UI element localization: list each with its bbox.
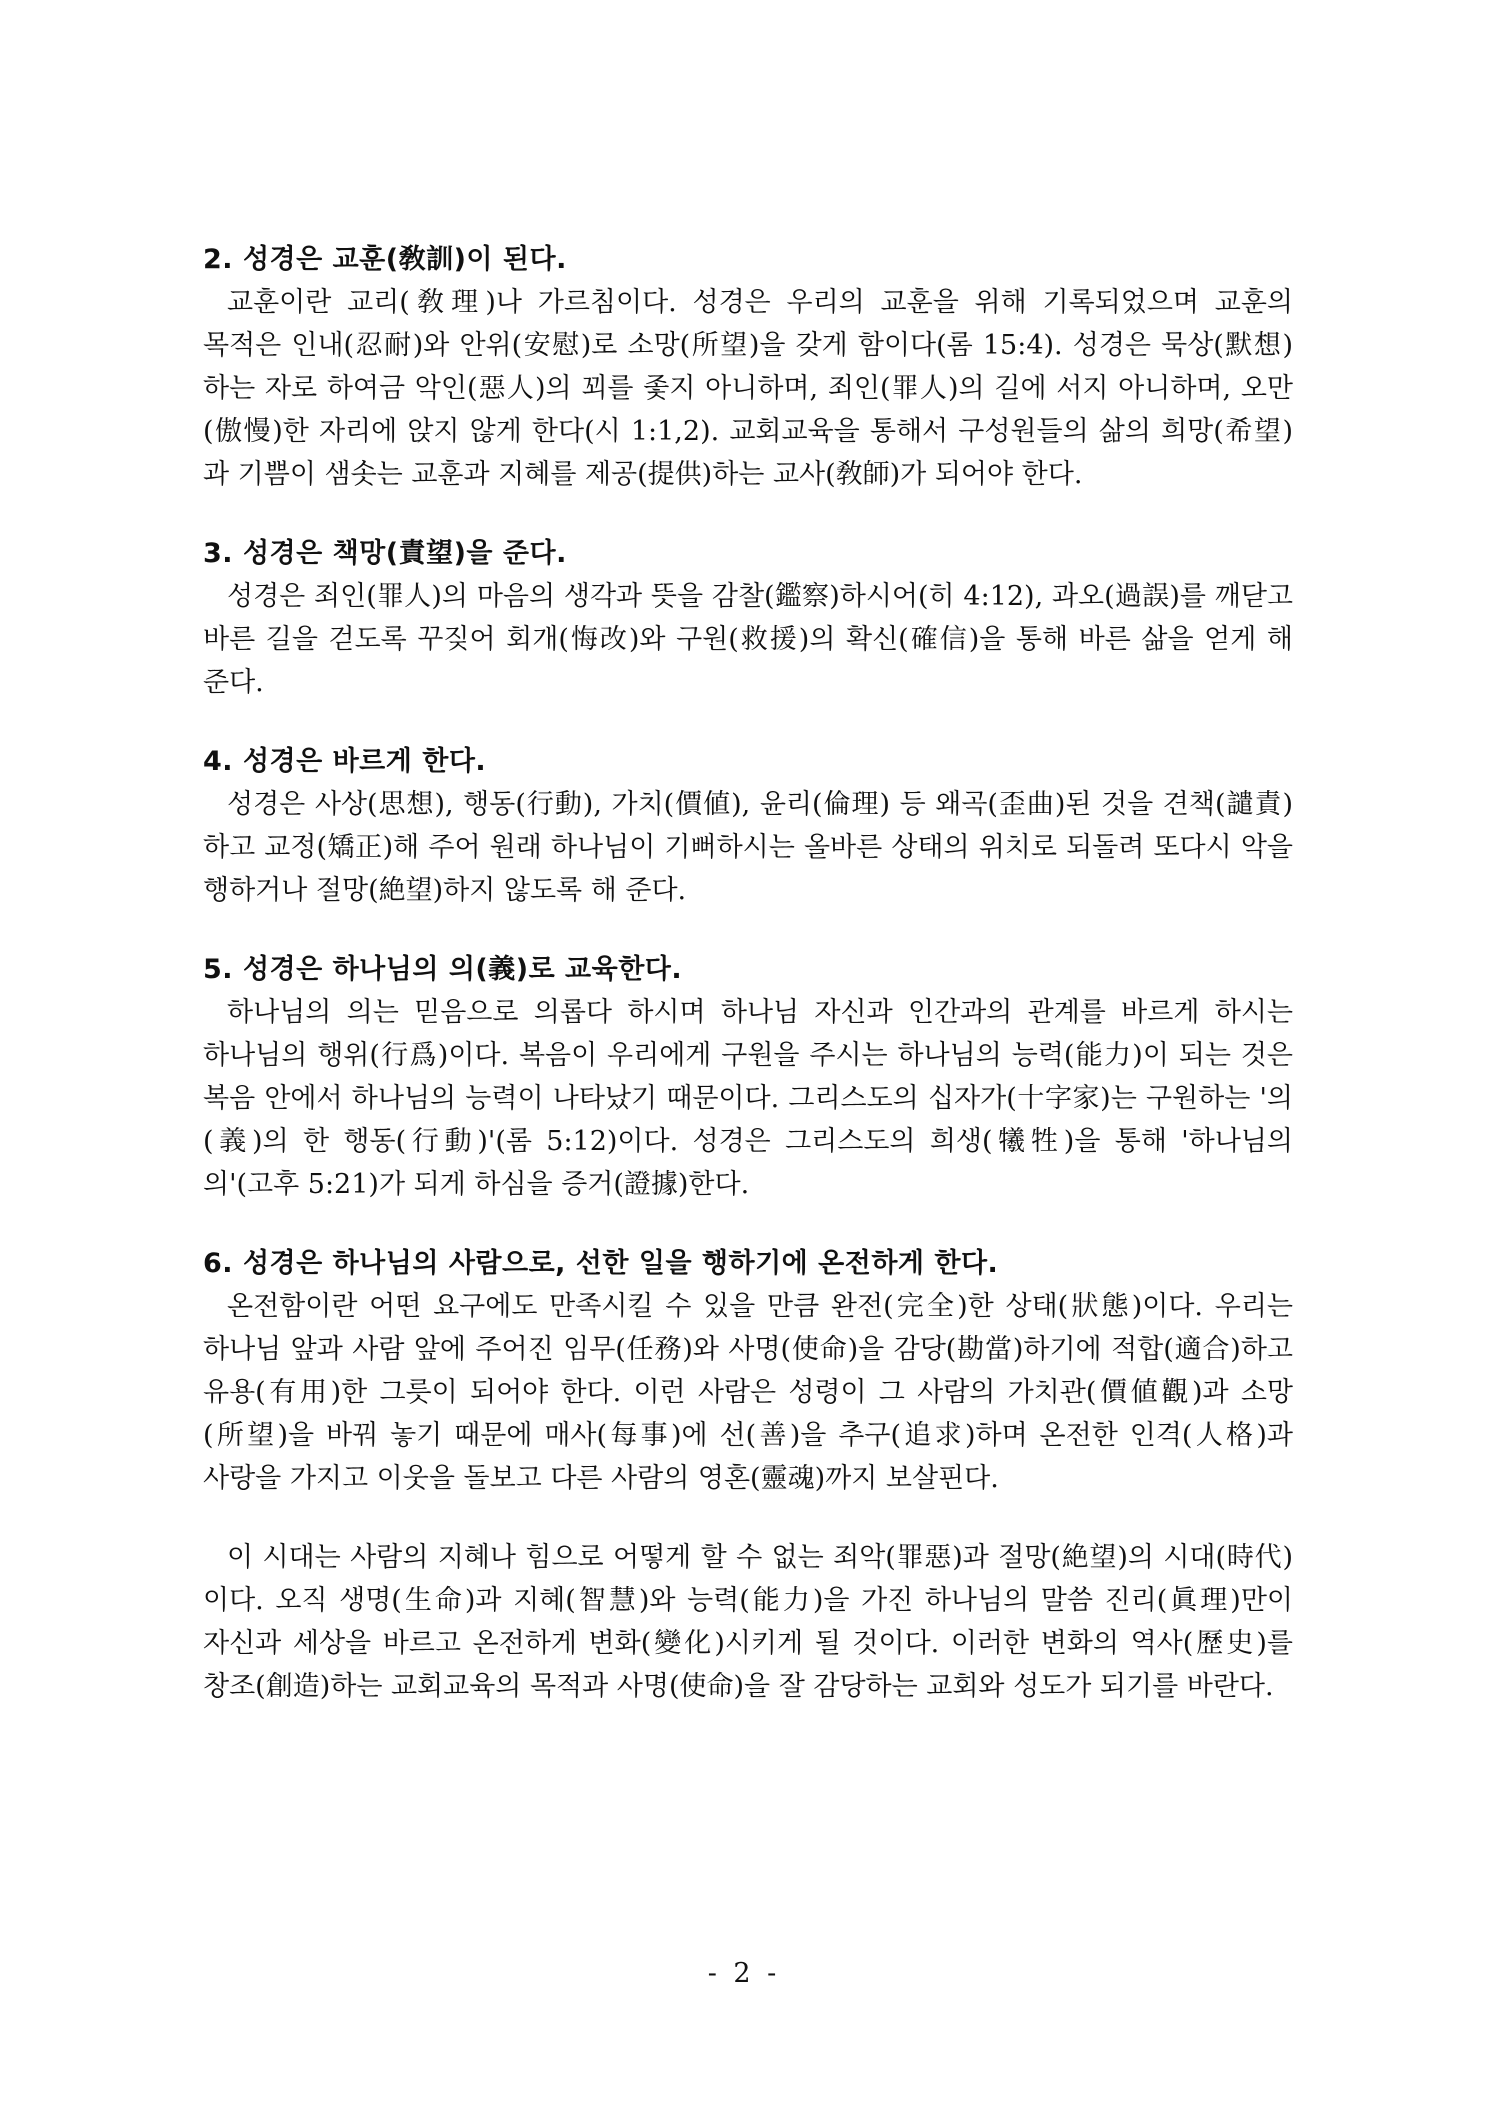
section-righteousness <box>203 948 1293 1206</box>
section-heading: 5. 성경은 하나님의 의(義)로 교육한다. <box>203 954 683 985</box>
section-paragraph: 성경은 죄인(罪人)의 마음의 생각과 뜻을 감찰(鑑察)하시어(히 4:12), 과오(過誤)를 깨닫고 바른 길을 걷도록 꾸짖어 회개(悔改)와 구원(救援)의 확신(確信)을 통해 바른 삶을 얻게 해 준다. <box>203 581 1293 698</box>
section-heading: 3. 성경은 책망(責望)을 준다. <box>203 538 567 569</box>
section-heading: 4. 성경은 바르게 한다. <box>203 746 487 777</box>
section-heading: 2. 성경은 교훈(敎訓)이 된다. <box>203 244 567 275</box>
section-paragraph: 하나님의 의는 믿음으로 의롭다 하시며 하나님 자신과 인간과의 관계를 바르게 하시는 하나님의 행위(行爲)이다. 복음이 우리에게 구원을 주시는 하나님의 능력(能力)이 되는 것은 복음 안에서 하나님의 능력이 나타났기 때문이다. 그리스도의 십자가(十字家)는 구원하는 '의(義)의 한 행동(行動)'(롬 5:12)이다. 성경은 그리스도의 희생(犧牲)을 통해 '하나님의 의'(고후 5:21)가 되게 하심을 증거(證據)한다. <box>203 997 1293 1200</box>
document-body <box>203 238 1293 1708</box>
section-complete-person <box>203 1242 1293 1500</box>
section-heading: 6. 성경은 하나님의 사람으로, 선한 일을 행하기에 온전하게 한다. <box>203 1248 999 1279</box>
section-reproof <box>203 532 1293 704</box>
section-teaching <box>203 238 1293 496</box>
section-paragraph: 성경은 사상(思想), 행동(行動), 가치(價値), 윤리(倫理) 등 왜곡(歪曲)된 것을 견책(譴責)하고 교정(矯正)해 주어 원래 하나님이 기뻐하시는 올바른 상태의 위치로 되돌려 또다시 악을 행하거나 절망(絶望)하지 않도록 해 준다. <box>203 789 1293 906</box>
section-paragraph: 교훈이란 교리(敎理)나 가르침이다. 성경은 우리의 교훈을 위해 기록되었으며 교훈의 목적은 인내(忍耐)와 안위(安慰)로 소망(所望)을 갖게 함이다(롬 15:4). 성경은 묵상(默想)하는 자로 하여금 악인(惡人)의 꾀를 좇지 아니하며, 죄인(罪人)의 길에 서지 아니하며, 오만(傲慢)한 자리에 앉지 않게 한다(시 1:1,2). 교회교육을 통해서 구성원들의 삶의 희망(希望)과 기쁨이 샘솟는 교훈과 지혜를 제공(提供)하는 교사(敎師)가 되어야 한다. <box>203 287 1293 490</box>
page-number: - 2 - <box>707 1958 781 1989</box>
closing-paragraph: 이 시대는 사람의 지혜나 힘으로 어떻게 할 수 없는 죄악(罪惡)과 절망(絶望)의 시대(時代)이다. 오직 생명(生命)과 지혜(智慧)와 능력(能力)을 가진 하나님의 말씀 진리(眞理)만이 자신과 세상을 바르고 온전하게 변화(變化)시키게 될 것이다. 이러한 변화의 역사(歷史)를 창조(創造)하는 교회교육의 목적과 사명(使命)을 잘 감당하는 교회와 성도가 되기를 바란다. <box>203 1542 1293 1702</box>
section-correction <box>203 740 1293 912</box>
section-paragraph: 온전함이란 어떤 요구에도 만족시킬 수 있을 만큼 완전(完全)한 상태(狀態)이다. 우리는 하나님 앞과 사람 앞에 주어진 임무(任務)와 사명(使命)을 감당(勘當)하기에 적합(適合)하고 유용(有用)한 그릇이 되어야 한다. 이런 사람은 성령이 그 사람의 가치관(價値觀)과 소망(所望)을 바꿔 놓기 때문에 매사(每事)에 선(善)을 추구(追求)하며 온전한 인격(人格)과 사랑을 가지고 이웃을 돌보고 다른 사람의 영혼(靈魂)까지 보살핀다. <box>203 1291 1293 1494</box>
